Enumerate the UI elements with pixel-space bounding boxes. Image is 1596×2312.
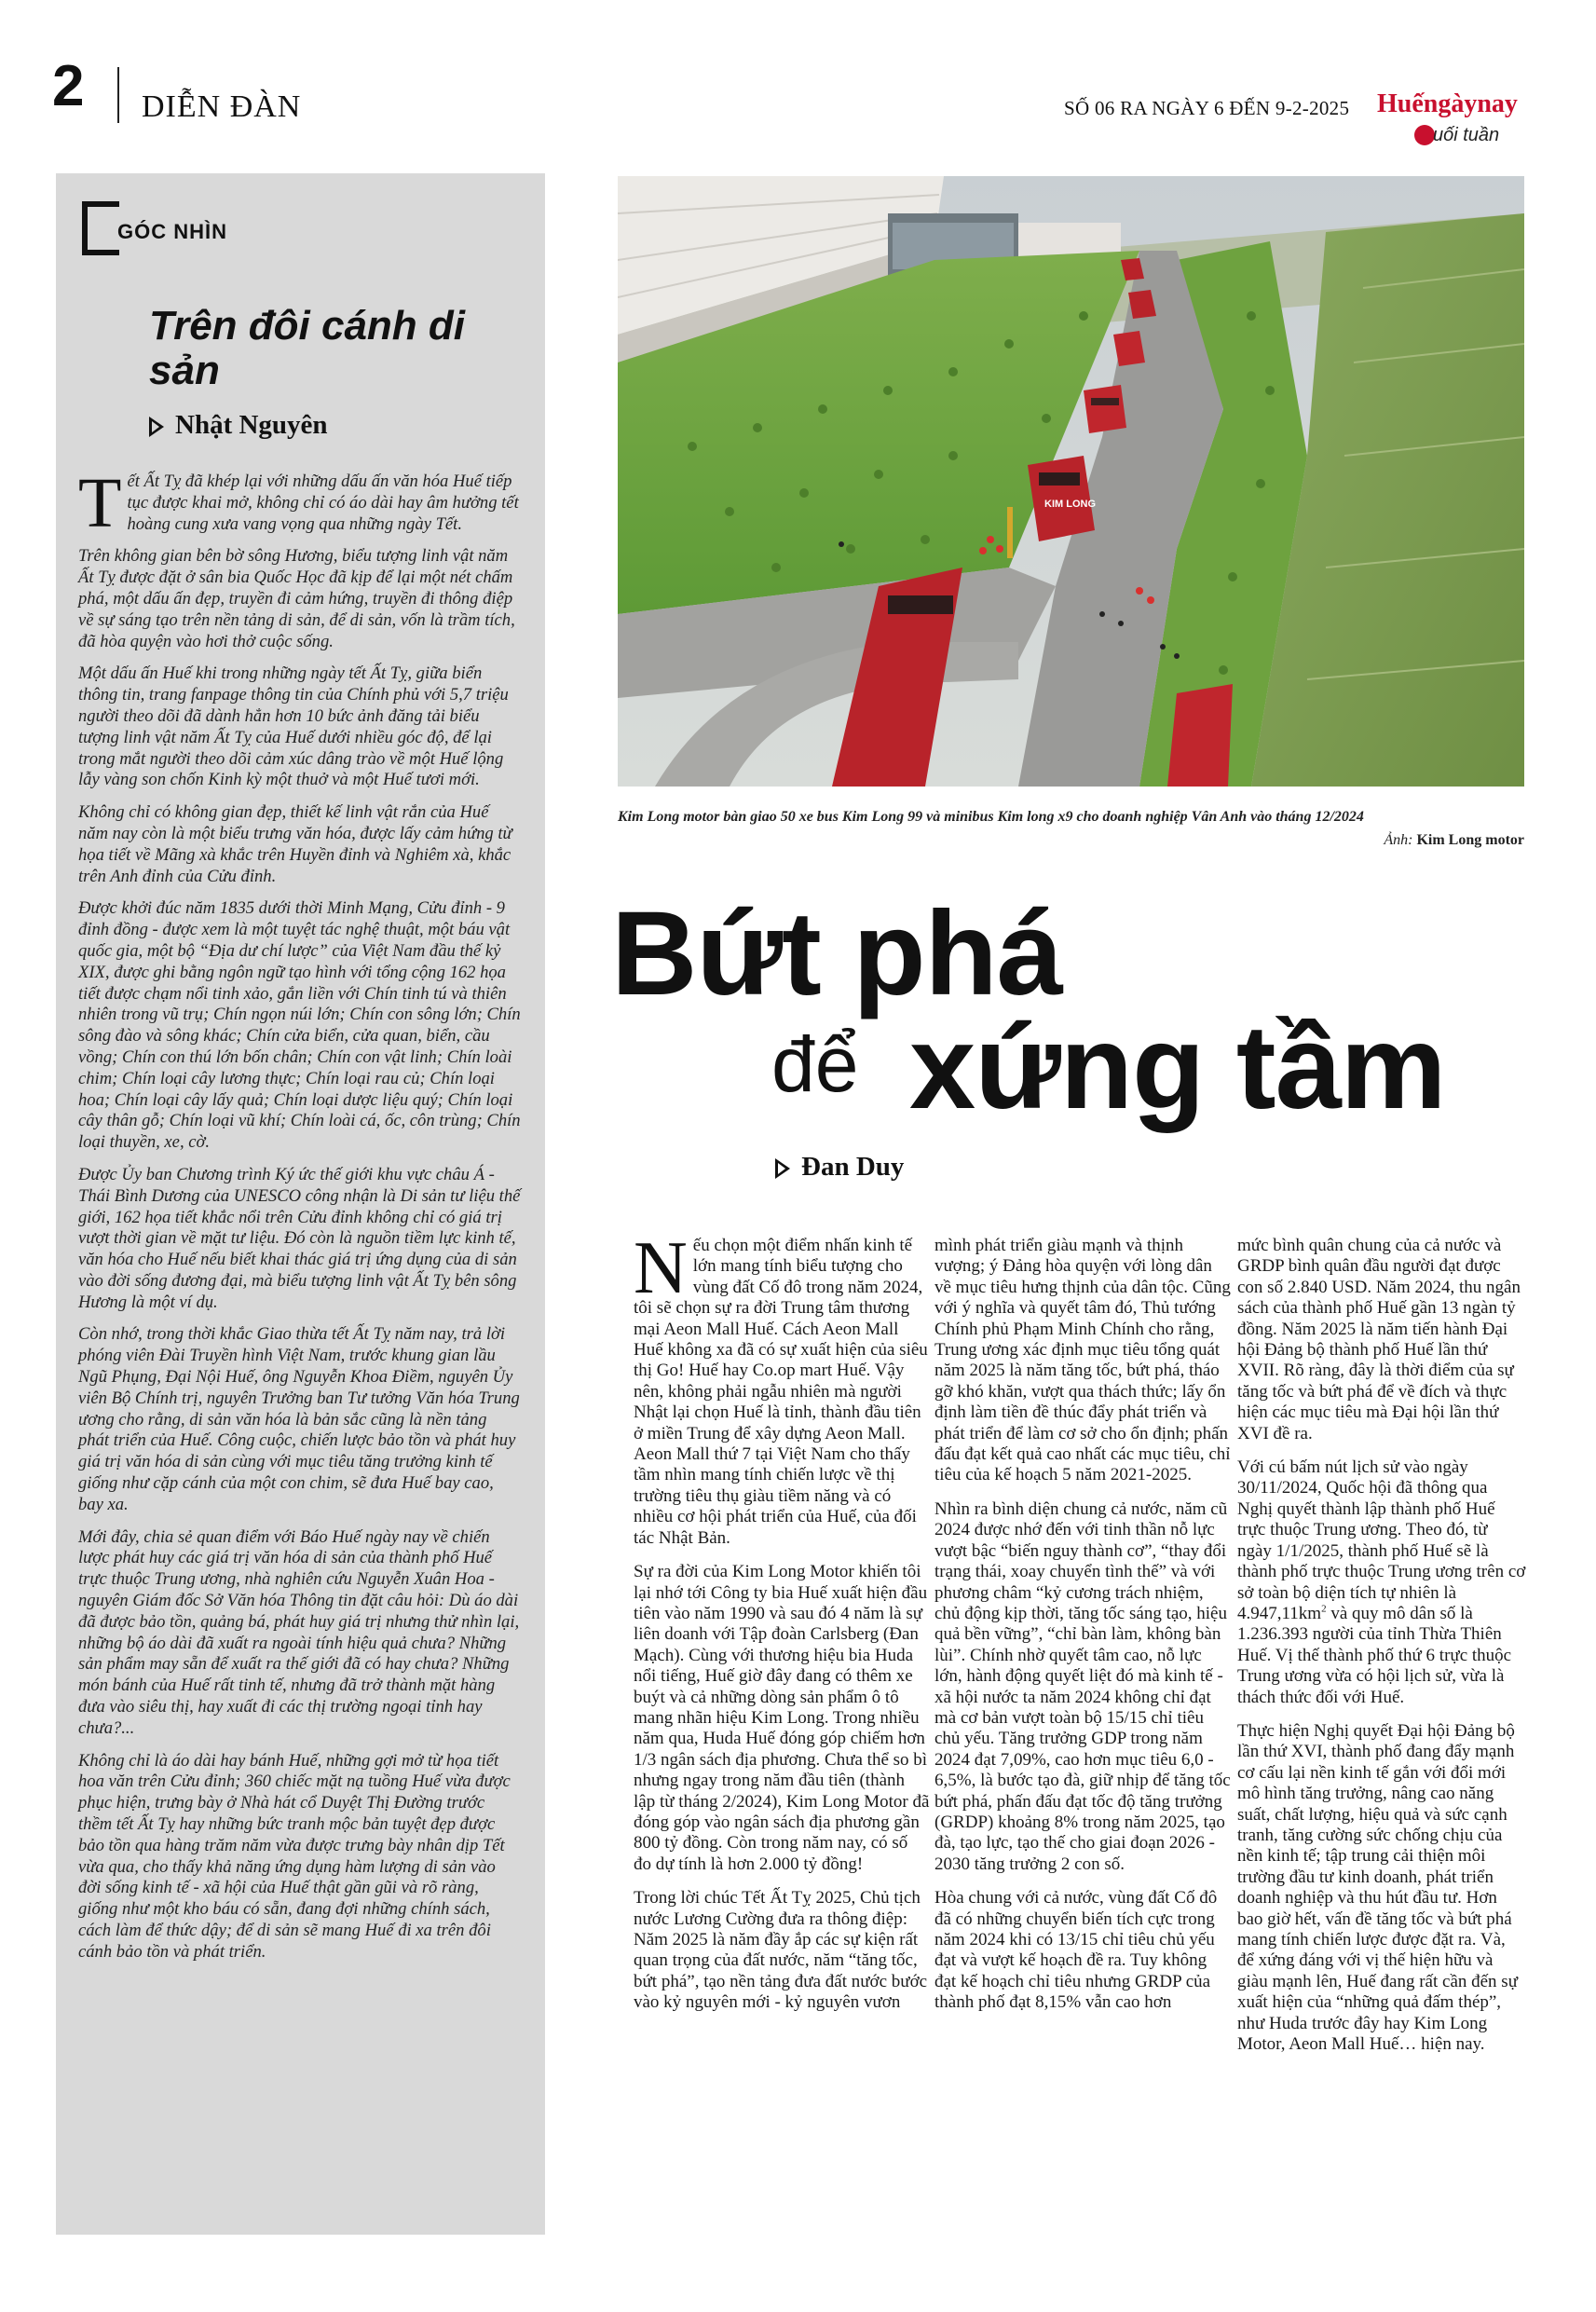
aerial-photo <box>618 176 1524 787</box>
sidebar-label: GÓC NHÌN <box>117 220 227 243</box>
photo-credit <box>1211 832 1524 849</box>
sidebar-paragraph: Một dấu ấn Huế khi trong những ngày tết Ất Tỵ, giữa biển thông tin, trang fanpage thông tin của Chính phủ với 5,7 triệu người theo dõi đã dành hẳn hơn 10 bức ảnh đăng tải biểu tượng linh vật năm Ất Tỵ của Huế dưới nhiều góc độ, để lại trong mắt người theo dõi cảm xúc dâng trào về một Huế lộng lẫy vàng son chốn Kinh kỳ một thuở và một Huế tươi mới. <box>78 664 509 790</box>
section-name: DIỄN ĐÀN <box>142 89 302 124</box>
sidebar-paragraph: Trên không gian bên bờ sông Hương, biểu tượng linh vật năm Ất Tỵ được đặt ở sân bia Quốc Học đã kịp để lại một nét chấm phá, một dấu ấn đẹp, truyền đi cảm hứng, truyền đi thông điệp về sự sáng tạo trên nền tảng di sản, để di sản, vốn là trầm tích, đã hòa quyện vào hơi thở cuộc sống. <box>78 546 515 651</box>
article-paragraph: mức bình quân chung của cả nước và GRDP bình quân đầu người đạt được con số 2.840 USD. Năm 2024, thu ngân sách của thành phố Huế gần 13 ngàn tỷ đồng. Năm 2025 là năm tiến hành Đại hội Đảng bộ thành phố Huế lần thứ XVII. Rõ ràng, đây là thời điểm của sự tăng tốc và bứt phá để về đích và thực hiện các mục tiêu mà Đại hội lần thứ XVI đề ra. <box>1237 1236 1521 1443</box>
triangle-icon <box>775 1158 790 1179</box>
photo-credit-name: Kim Long motor <box>1416 832 1524 848</box>
bracket-icon <box>82 201 119 255</box>
article-paragraph: Với cú bấm nút lịch sử vào ngày 30/11/2024, Quốc hội đã thông qua Nghị quyết thành lập thành phố Huế trực thuộc Trung ương. Theo đó, từ ngày 1/1/2025, thành phố Huế sẽ là thành phố trực thuộc Trung ương trên cơ sở toàn bộ diện tích tự nhiên là $4.947,11km^2$ và quy mô dân số là 1.236.393 người của tỉnh Thừa Thiên Huế. Vị thế thành phố thứ 6 trực thuộc Trung ương vừa có hội lịch sử, vừa là thách thức đối với Huế. <box>1237 1457 1526 1707</box>
article-paragraph: Hòa chung với cả nước, vùng đất Cố đô đã có những chuyển biến tích cực trong năm 2024 khi có 13/15 chỉ tiêu chủ yếu đạt và vượt kế hoạch đề ra. Tuy không đạt kế hoạch chỉ tiêu nhưng GRDP của thành phố đạt 8,15% vẫn cao hơn <box>934 1888 1218 2013</box>
sidebar-paragraph: Còn nhớ, trong thời khắc Giao thừa tết Ất Tỵ năm nay, trả lời phóng viên Đài Truyền hình Việt Nam, trước khung gian lầu Ngũ Phụng, Đại Nội Huế, ông Nguyễn Khoa Điềm, nguyên Ủy viên Bộ Chính trị, nguyên Trưởng ban Tư tưởng Văn hóa Trung ương cho rằng, di sản văn hóa là bản sắc cũng là nền tảng phát triển của Huế. Công cuộc, chiến lược bảo tồn và phát huy giá trị văn hóa di sản cùng với mục tiêu tăng trưởng kinh tế giống như cặp cánh của một con chim, sẽ đưa Huế bay cao, bay xa. <box>78 1324 520 1514</box>
article-paragraph: Nếu chọn một điểm nhấn kinh tế lớn mang tính biểu tượng cho vùng đất Cố đô trong năm 2024, tôi sẽ chọn sự ra đời Trung tâm thương mại Aeon Mall Huế. Cách Aeon Mall Huế không xa đã có sự xuất hiện của siêu thị Go! Huế hay Co.op mart Huế. Vậy nên, không phải ngẫu nhiên mà người Nhật lại chọn Huế là tỉnh, thành đầu tiên ở miền Trung để xây dựng Aeon Mall. Aeon Mall thứ 7 tại Việt Nam cho thấy tầm nhìn mang tính chiến lược về thị trường tiêu thụ giàu tiềm năng và có nhiều cơ hội phát triển của Huế, của đối tác Nhật Bản. <box>634 1227 928 1548</box>
article-dropcap: N <box>634 1227 688 1309</box>
triangle-icon <box>149 417 164 437</box>
newspaper-logo <box>1377 89 1563 155</box>
logo-sub-text: uối tuần <box>1433 125 1500 145</box>
logo-badge-icon <box>1414 125 1435 145</box>
sidebar-paragraph: Không chỉ có không gian đẹp, thiết kế linh vật rắn của Huế năm nay còn là một biểu trưng văn hóa, được lấy cảm hứng từ họa tiết về Mãng xà khắc trên Huyền đỉnh và Nghiêm xà, khắc trên Anh đỉnh của Cửu đỉnh. <box>78 802 512 886</box>
article-author-name: Đan Duy <box>801 1152 905 1182</box>
sidebar-paragraph: Mới đây, chia sẻ quan điểm với Báo Huế ngày nay về chiến lược phát huy các giá trị văn hóa di sản của thành phố Huế trực thuộc Trung ương, nhà nghiên cứu Nguyễn Xuân Hoa - nguyên Giám đốc Sở Văn hóa Thông tin đặt câu hỏi: Dù áo dài đã được bảo tồn, quảng bá, phát huy giá trị nhưng thử nhìn lại, những bộ áo dài đã xuất ra ngoài tính hiệu quả chưa? Những sản phẩm may sẵn để xuất ra thế giới đã có hay chưa? Những món bánh của Huế rất tinh tế, nhưng đã trở thành mặt hàng đưa vào siêu thị, hay xuất đi các thị trường ngoại tỉnh hay chưa?... <box>78 1526 520 1738</box>
sidebar-paragraph: Không chỉ là áo dài hay bánh Huế, những gợi mở từ họa tiết hoa văn trên Cửu đỉnh; 360 chiếc mặt nạ tuồng Huế vừa được phục hiện, trưng bày ở Nhà hát cổ Duyệt Thị Đường trước thềm tết Ất Tỵ hay những bức tranh mộc bản tuyệt đẹp được bảo tồn qua hàng trăm năm vừa được trưng bày nhân dịp Tết vừa qua, cho thấy khả năng ứng dụng hàm lượng di sản vào đời sống kinh tế - xã hội của Huế thật gần gũi và rõ ràng, giống như một kho báu có sẵn, đang đợi những chính sách, cách làm để thức dậy; để di sản sẽ mang Huế đi xa trên đôi cánh bảo tồn và phát triển. <box>78 1750 511 1962</box>
photo-credit-label: Ảnh: <box>1384 832 1413 848</box>
sidebar-body <box>78 464 522 1975</box>
sidebar-author <box>149 410 328 441</box>
article-column-2 <box>934 1236 1231 2027</box>
sidebar-paragraph: Tết Ất Tỵ đã khép lại với những dấu ấn văn hóa Huế tiếp tục được khai mở, không chỉ có áo dài hay âm hưởng tết hoàng cung xưa vang vọng qua những ngày Tết. <box>78 464 519 542</box>
sidebar-paragraph: Được khởi đúc năm 1835 dưới thời Minh Mạng, Cửu đỉnh - 9 đỉnh đồng - được xem là một tuyệt tác nghệ thuật, một báu vật quốc gia, một bộ “Địa dư chí lược” của Việt Nam đầu thế kỷ XIX, được ghi bằng ngôn ngữ tạo hình với tổng cộng 162 họa tiết được chạm nổi tinh xảo, gắn liền với Chín tinh tú và thiên nhiên trong vũ trụ; Chín ngọn núi lớn; Chín con sông lớn; Chín sông đào và sông khác; Chín cửa biển, cửa quan, biển, cầu vồng; Chín con thú lớn bốn chân; Chín con vật linh; Chín loài chim; Chín loại cây lương thực; Chín loại rau củ; Chín loại hoa; Chín loại cây lấy quả; Chín loại dược liệu quý; Chín loại cây thân gỗ; Chín loại vũ khí; Chín loài cá, ốc, côn trùng; Chín loại thuyền, xe, cờ. <box>78 898 521 1153</box>
article-paragraph: Trong lời chúc Tết Ất Tỵ 2025, Chủ tịch nước Lương Cường đưa ra thông điệp: Năm 2025 là năm đầy ắp các sự kiện rất quan trọng của đất nước, năm “tăng tốc, bứt phá”, tạo nền tảng đưa đất nước bước vào kỷ nguyên mới - kỷ nguyên vươn <box>634 1888 928 2013</box>
article-paragraph: mình phát triển giàu mạnh và thịnh vượng; ý Đảng hòa quyện với lòng dân về mục tiêu hưng thịnh của dân tộc. Cũng với ý nghĩa và quyết tâm đó, Thủ tướng Chính phủ Phạm Minh Chính cho rằng, Trung ương xác định mục tiêu tổng quát năm 2025 là năm tăng tốc, bứt phá, tháo gỡ khó khăn, vượt qua thách thức; lấy ổn định làm tiền đề thúc đẩy phát triển và phát triển để làm cơ sở cho ổn định; phấn đấu đạt kết quả cao nhất các mục tiêu, chỉ tiêu của kế hoạch 5 năm 2021-2025. <box>934 1236 1231 1485</box>
sidebar-paragraph: Được Ủy ban Chương trình Ký ức thế giới khu vực châu Á - Thái Bình Dương của UNESCO công nhận là Di sản tư liệu thế giới, 162 họa tiết khắc nổi trên Cửu đỉnh không chỉ có giá trị vượt thời gian về mặt tư liệu. Đó còn là nguồn tiềm lực kinh tế, văn hóa cho Huế nếu biết khai thác giá trị ứng dụng của di sản vào đời sống đương đại, mà biểu tượng linh vật Ất Tỵ bên sông Hương là một ví dụ. <box>78 1164 521 1312</box>
headline-line2: xứng tầm <box>909 1001 1446 1134</box>
page-number: 2 <box>52 54 85 118</box>
article-paragraph: Sự ra đời của Kim Long Motor khiến tôi lại nhớ tới Công ty bia Huế xuất hiện đầu tiên vào năm 1990 và sau đó 4 năm là sự liên doanh với Tập đoàn Carlsberg (Đan Mạch). Cùng với thương hiệu bia Huda nổi tiếng, Huế giờ đây đang có thêm xe buýt và cả những dòng sản phẩm ô tô mang nhãn hiệu Kim Long. Trong nhiều năm qua, Huda Huế đóng góp chiếm hơn 1/3 ngân sách địa phương. Chưa thể so bì nhưng ngay trong năm đầu tiên (thành lập từ tháng 2/2024), Kim Long Motor đã đóng góp vào ngân sách địa phương gần 800 tỷ đồng. Còn trong năm nay, có số đo dự tính là hơn 2.000 tỷ đồng! <box>634 1562 930 1874</box>
article-paragraph: Nhìn ra bình diện chung cả nước, năm cũ 2024 được nhớ đến với tinh thần nỗ lực vượt bậc “biến nguy thành cơ”, “thay đổi trạng thái, xoay chuyển tình thế” và với phương châm “kỷ cương trách nhiệm, chủ động kịp thời, tăng tốc sáng tạo, hiệu quả bền vững”, “chỉ bàn làm, không bàn lùi”. Chính nhờ quyết tâm cao, nỗ lực lớn, hành động quyết liệt đó mà kinh tế - xã hội nước ta năm 2024 không chỉ đạt mà cơ bản vượt toàn bộ 15/15 chỉ tiêu chủ yếu. Tăng trưởng GDP trong năm 2024 đạt 7,09%, cao hơn mục tiêu 6,0 - 6,5%, là bước tạo đà, giữ nhịp để tăng tốc bứt phá, phấn đấu đạt tốc độ tăng trưởng (GRDP) khoảng 8% trong năm 2025, tạo đà, tạo lực, tạo thế cho giai đoạn 2026 - 2030 tăng trưởng 2 con số. <box>934 1498 1231 1874</box>
article-column-3 <box>1237 1236 1526 2068</box>
sidebar-author-name: Nhật Nguyên <box>175 410 328 440</box>
photo-caption: Kim Long motor bàn giao 50 xe bus Kim Long 99 và minibus Kim long x9 cho doanh nghiệp Vân Anh vào tháng 12/2024 <box>618 809 1364 825</box>
sidebar-title: Trên đôi cánh di sản <box>149 303 466 393</box>
logo-main-text: Huếngàynay <box>1377 89 1518 118</box>
article-author <box>775 1152 904 1183</box>
headline-line1: Bứt phá <box>611 887 1062 1020</box>
header-divider <box>117 67 119 123</box>
bus-label: KIM LONG <box>1044 499 1096 510</box>
sidebar-dropcap: T <box>78 464 122 542</box>
headline-small-word: để <box>771 1020 859 1108</box>
article-paragraph: Thực hiện Nghị quyết Đại hội Đảng bộ lần thứ XVI, thành phố đang đẩy mạnh cơ cấu lại nền kinh tế gắn với đổi mới mô hình tăng trưởng, nâng cao năng suất, chất lượng, hiệu quả và sức cạnh tranh, tăng cường sức chống chịu của nền kinh tế; tập trung cải thiện môi trường đầu tư kinh doanh, phát triển doanh nghiệp và thu hút đầu tư. Hơn bao giờ hết, vấn đề tăng tốc và bứt phá mang tính chiến lược được đặt ra. Và, để xứng đáng với vị thế hiện hữu và giàu mạnh lên, Huế đang rất cần đến sự xuất hiện của “những quả đấm thép”, như Huda trước đây hay Kim Long Motor, Aeon Mall Huế… hiện nay. <box>1237 1720 1519 2055</box>
issue-info: SỐ 06 RA NGÀY 6 ĐẾN 9-2-2025 <box>1064 97 1350 119</box>
article-column-1 <box>634 1227 930 2027</box>
